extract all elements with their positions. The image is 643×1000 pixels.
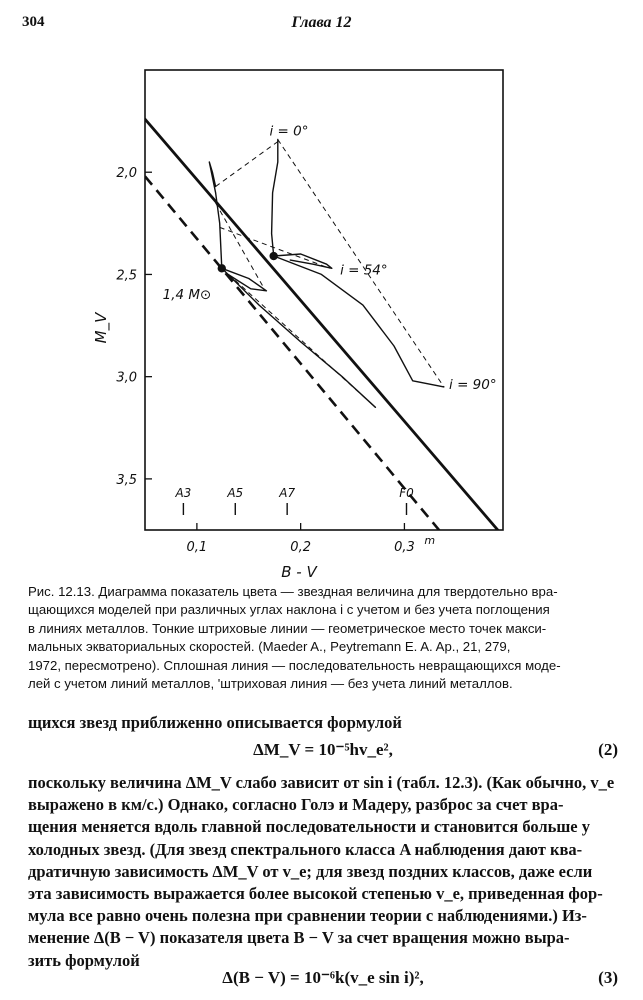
series-track-1-4-msun-loop — [222, 268, 267, 291]
marker-model-1-4-msun — [218, 264, 226, 272]
spectral-class-label: F0 — [399, 486, 414, 500]
paragraph-line: поскольку величина ΔM_V слабо зависит от sin i (табл. 12.3). (Как обычно, v_e — [28, 773, 615, 792]
spectral-class-label: A5 — [227, 486, 244, 500]
y-tick-label: 2,0 — [116, 166, 137, 182]
y-axis-label: M_V — [92, 312, 110, 344]
equation-1-number: (2) — [598, 740, 618, 759]
caption-line: в линиях металлов. Тонкие штриховые линии — геометрическое место точек макси- — [28, 620, 547, 636]
y-tick-label: 3,0 — [116, 370, 137, 386]
paragraph-line: щения меняется вдоль главной последовательности и становится больше у — [28, 817, 590, 837]
paragraph-line: дратичную зависимость ΔM_V от v_e; для звезд поздних классов, даже если — [28, 861, 593, 881]
x-axis-label: B - V — [281, 563, 317, 580]
series-zams-with-metal-lines — [145, 119, 503, 536]
paragraph-line: менение Δ(B − V) показателя цвета B − V за счет вращения можно выра- — [28, 928, 570, 948]
equation-2-formula: Δ(B − V) = 10⁻⁶k(v_e sin i)², — [222, 968, 424, 987]
figure-caption — [28, 583, 618, 693]
caption-line: мальных экваториальных скоростей. (Maeder A., Peytremann E. A. Ap., 21, 279, — [28, 639, 511, 655]
paragraph-intro: щихся звезд приближенно описывается формулой — [28, 713, 402, 732]
paragraph-main — [28, 772, 618, 972]
x-tick-label: 0,1 — [186, 540, 208, 555]
marker-model-2-msun — [269, 252, 277, 260]
series-locus-left — [216, 203, 265, 289]
equation-1-formula: ΔM_V = 10⁻⁵hv_e², — [253, 740, 393, 759]
annotation-label: i = 0° — [269, 123, 309, 140]
running-head: Глава 12 — [291, 14, 352, 31]
page-number: 304 — [22, 14, 45, 30]
x-tick-label: 0,3 — [394, 540, 415, 555]
series-locus-i-54 — [220, 227, 330, 268]
caption-line: Рис. 12.13. Диаграмма показатель цвета — звездная величина для твердотельно вра- — [28, 584, 558, 599]
annotation-label: 1,4 M⊙ — [162, 286, 212, 303]
y-tick-label: 3,5 — [116, 472, 137, 488]
annotation-label: i = 90° — [449, 376, 497, 393]
spectral-class-label: A7 — [279, 486, 296, 500]
series-locus-i-0 — [216, 142, 278, 187]
paragraph-line: мула все равно очень полезна при сравнении теории с наблюдениями.) Из- — [28, 906, 587, 926]
series-track-2-msun-i-0 — [272, 140, 278, 257]
paragraph-line: эта зависимость выражается более высокой степенью v_e, приведенная фор- — [28, 884, 603, 904]
y-tick-label: 2,5 — [116, 268, 137, 284]
x-tick-label: 0,2 — [290, 540, 311, 555]
paragraph-line: холодных звезд. (Для звезд спектрального класса A наблюдения дают ква- — [28, 839, 583, 859]
caption-line: щающихся моделей при различных углах наклона i с учетом и без учета поглощения — [28, 602, 550, 618]
paragraph-line: выражено в км/с.) Однако, согласно Голэ и Мадеру, разброс за счет вра- — [28, 795, 564, 815]
paragraph-line: зить формулой — [28, 950, 140, 970]
annotation-label: i = 54° — [340, 262, 388, 279]
series-zams-without-metal-lines — [145, 176, 441, 532]
series-track-1-4-msun-i-0 — [209, 162, 222, 268]
spectral-class-label: A3 — [175, 486, 192, 500]
equation-2-number: (3) — [598, 968, 618, 987]
caption-line: 1972, пересмотрено). Сплошная линия — последовательность невращающихся моде- — [28, 657, 561, 673]
x-unit-superscript: m — [424, 534, 436, 547]
caption-line: лей с учетом линий металлов, 'штриховая линия — без учета линий металлов. — [28, 676, 513, 692]
